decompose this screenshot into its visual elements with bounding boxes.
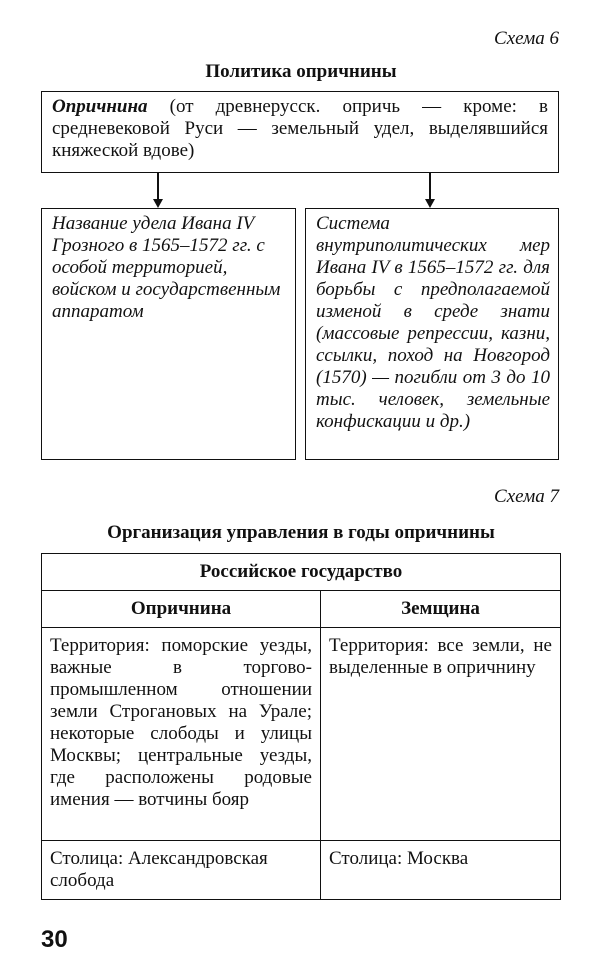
table-row-capital bbox=[42, 841, 561, 900]
definition-text: (от древнерусск. опричь — кроме: в средневековой Руси — земельный удел, выделявшийся княжеской вдове) bbox=[52, 96, 548, 161]
oprichnina-capital-cell: Столица: Александровская слобода bbox=[42, 841, 321, 900]
arrow-right-line bbox=[429, 173, 431, 200]
definition-term: Опричнина bbox=[52, 96, 148, 117]
page-number: 30 bbox=[41, 926, 68, 953]
arrow-left-head bbox=[153, 199, 163, 208]
scheme7-label: Схема 7 bbox=[494, 486, 559, 507]
table-header-row bbox=[42, 554, 561, 591]
zemshchina-capital-cell: Столица: Москва bbox=[321, 841, 561, 900]
table-row-territory bbox=[42, 628, 561, 841]
scheme6-title: Политика опричнины bbox=[205, 61, 397, 82]
governance-table bbox=[41, 553, 561, 900]
oprichnina-territory-cell: Территория: поморские уезды, важные в торгово-промышленном отношении земли Строгановых на Урале; некоторые слободы и улицы Москвы; центральные уезды, где расположены родовые имения — вотчины бояр bbox=[42, 628, 321, 841]
definition-box bbox=[41, 91, 559, 173]
zemshchina-header: Земщина bbox=[321, 591, 561, 628]
table-columns-row bbox=[42, 591, 561, 628]
arrow-left-line bbox=[157, 173, 159, 200]
oprichnina-udel-box: Название удела Ивана IV Грозного в 1565–1572 гг. с особой территорией, войском и государственным аппаратом bbox=[41, 208, 296, 460]
oprichnina-header: Опричнина bbox=[42, 591, 321, 628]
scheme6-label: Схема 6 bbox=[494, 28, 559, 49]
oprichnina-policy-box: Система внутриполитических мер Ивана IV в 1565–1572 гг. для борьбы с предполагаемой изменой в среде знати (массовые репрессии, казни, ссылки, поход на Новгород (1570) — погибли от 3 до 10 тыс. человек, земельные конфискации и др.) bbox=[305, 208, 559, 460]
arrow-right-head bbox=[425, 199, 435, 208]
zemshchina-territory-cell: Территория: все земли, не выделенные в опричнину bbox=[321, 628, 561, 841]
state-header: Российское государство bbox=[42, 554, 561, 591]
scheme7-title: Организация управления в годы опричнины bbox=[107, 522, 495, 543]
